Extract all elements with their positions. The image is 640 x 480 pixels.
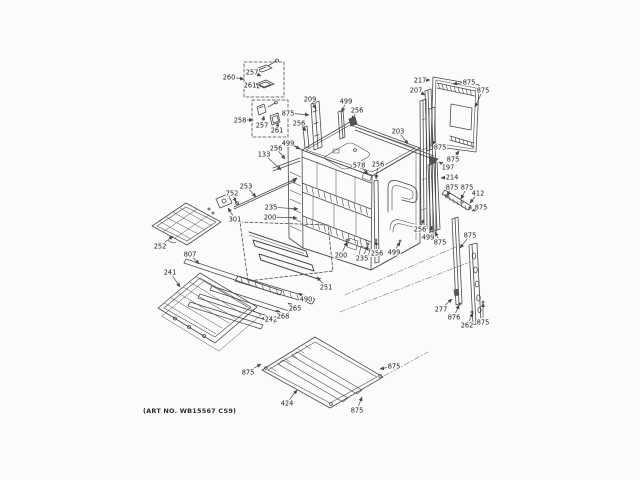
part-number-label: 876 (447, 313, 461, 322)
hinge-plate-262 (459, 243, 484, 325)
part-callouts (154, 68, 490, 414)
part-number-label: 875 (281, 109, 295, 118)
callout-leader (376, 241, 377, 249)
part-number-label: 256 (370, 249, 384, 258)
callout-leader (274, 217, 297, 218)
callout-leader (456, 305, 460, 313)
channel-499-left (338, 110, 345, 139)
roller-rack-241 (158, 273, 261, 351)
corner-channel-209 (311, 101, 322, 150)
part-number-label: 133 (257, 150, 271, 159)
oven-rack-252 (152, 203, 221, 245)
part-number-label: 256 (413, 225, 427, 234)
part-number-label: 875 (433, 238, 447, 247)
part-number-label: 197 (441, 163, 455, 172)
callout-leader (460, 238, 468, 248)
part-number-label: 200 (334, 251, 348, 260)
part-number-label: 301 (228, 215, 242, 224)
part-number-label: 875 (446, 155, 460, 164)
part-number-label: 277 (434, 305, 448, 314)
part-number-label: 256 (371, 160, 385, 169)
part-number-label: 875 (463, 231, 477, 240)
part-number-label: 260 (222, 73, 236, 82)
callout-leader (292, 113, 309, 115)
part-number-label: 499 (387, 248, 401, 257)
part-number-label: 875 (476, 86, 490, 95)
part-number-label: 251 (319, 283, 333, 292)
trim-rail-133 (273, 158, 300, 171)
part-number-label: 256 (350, 106, 364, 115)
part-number-label: 256 (269, 144, 283, 153)
part-number-label: 875 (476, 318, 490, 327)
part-number-label: 262 (460, 321, 474, 330)
part-number-label: 875 (241, 368, 255, 377)
part-number-label: 499 (421, 233, 435, 242)
callout-leader (234, 197, 236, 202)
part-number-label: 258 (233, 116, 247, 125)
part-number-label: 875 (474, 203, 488, 212)
part-number-label: 875 (387, 362, 401, 371)
projection-lines (340, 246, 470, 376)
part-number-label: 875 (462, 78, 476, 87)
part-number-label: 256 (292, 119, 306, 128)
part-number-label: 209 (303, 95, 317, 104)
part-number-label: 412 (471, 189, 485, 198)
callout-leader (461, 191, 465, 199)
callout-leader (275, 207, 298, 209)
part-number-label: 253 (239, 182, 253, 191)
module-box-260 (244, 59, 284, 97)
callout-leader (358, 397, 362, 406)
part-number-label: 217 (413, 76, 427, 85)
part-number-label: 499 (281, 139, 295, 148)
part-number-label: 214 (445, 173, 459, 182)
part-number-label: 261 (243, 81, 257, 90)
part-number-label: 807 (183, 250, 197, 259)
slide-rail-807 (184, 259, 282, 295)
part-number-label: 252 (153, 242, 167, 251)
part-number-label: 875 (350, 406, 364, 415)
bracket-197 (429, 156, 438, 165)
part-number-label: 875 (433, 143, 447, 152)
callout-leader (343, 242, 347, 251)
sensor-rod-253 (208, 178, 297, 214)
part-number-label: 875 (460, 183, 474, 192)
part-number-label: 424 (280, 399, 294, 408)
part-number-label: 242 (264, 315, 278, 324)
part-number-label: 207 (409, 86, 423, 95)
callout-leader (172, 275, 180, 287)
part-number-label: 203 (391, 127, 405, 136)
part-number-label: 265 (288, 304, 302, 313)
part-number-label: 499 (339, 97, 353, 106)
bracket-412 (442, 190, 471, 210)
part-number-label: 490 (299, 295, 313, 304)
part-number-label: 235 (264, 203, 278, 212)
part-number-label: 200 (263, 213, 277, 222)
part-number-label: 257 (255, 121, 269, 130)
strip-277 (452, 217, 462, 305)
part-number-label: 875 (445, 183, 459, 192)
door-panel-217 (431, 77, 479, 152)
part-number-label: 261 (270, 126, 284, 135)
part-number-label: 257 (245, 68, 259, 77)
part-number-label: 235 (355, 254, 369, 263)
part-number-label: 752 (225, 189, 239, 198)
bottom-panel-424 (262, 337, 383, 408)
part-number-label: 268 (276, 312, 290, 321)
art-number: (ART NO. WB15567 CS9) (143, 407, 237, 415)
part-number-label: 578 (352, 161, 366, 170)
part-number-label: 241 (163, 268, 177, 277)
